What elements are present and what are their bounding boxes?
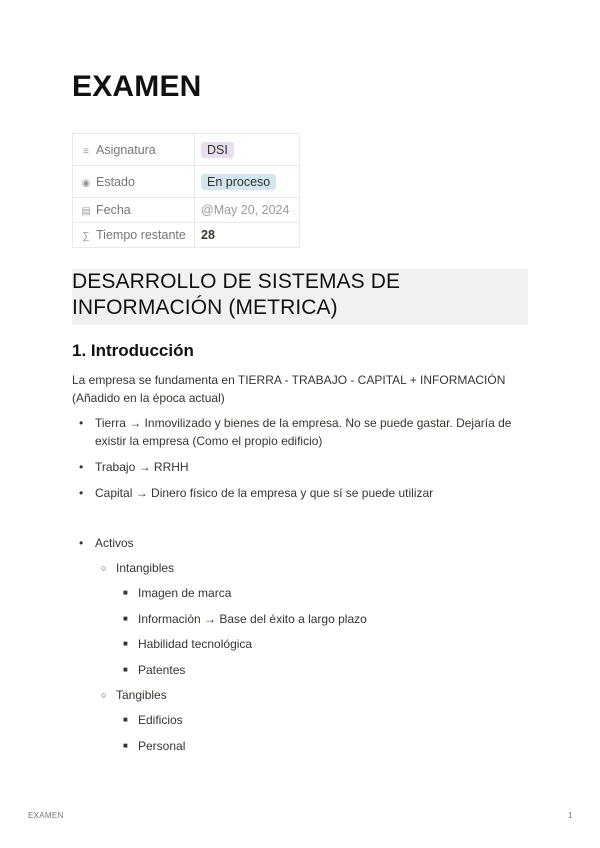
property-name: Estado — [96, 174, 135, 189]
list-item: Información → Base del éxito a largo plazo — [138, 612, 367, 626]
list-item: Imagen de marca — [138, 586, 232, 600]
list-item: Personal — [138, 739, 186, 753]
bullet-circle: ○ — [101, 563, 107, 573]
list-item: Capital → Dinero físico de la empresa y que sí se puede utilizar — [95, 486, 434, 500]
property-name: Fecha — [96, 203, 131, 217]
list-item-tangibles: Tangibles — [116, 688, 167, 702]
section-heading-line: DESARROLLO DE SISTEMAS DE — [72, 270, 401, 293]
list-icon: ≡ — [83, 145, 89, 157]
list-item-activos: Activos — [95, 536, 134, 550]
list-item: Patentes — [138, 663, 186, 677]
page-number: 1 — [568, 811, 573, 820]
bullet-dot: • — [79, 460, 84, 474]
sigma-icon: ∑ — [82, 231, 90, 242]
calendar-icon: ▤ — [81, 206, 91, 217]
section-heading-block — [72, 269, 528, 325]
bullet-square: ■ — [123, 741, 128, 750]
list-item: Tierra → Inmovilizado y bienes de la empresa. No se puede gastar. Dejaría de existir la empresa (Como el propio edificio) — [95, 416, 512, 448]
bullet-square: ■ — [123, 639, 128, 648]
property-row-estado — [73, 166, 300, 198]
property-row-fecha — [73, 198, 300, 223]
section-heading — [72, 269, 528, 321]
section-heading-line: INFORMACIÓN (METRICA) — [72, 296, 338, 319]
page-title: EXAMEN — [72, 70, 202, 103]
property-row-tiempo-restante — [73, 223, 300, 248]
remaining-time-value: 28 — [201, 228, 215, 242]
list-item: Habilidad tecnológica — [138, 637, 253, 651]
properties-table — [72, 133, 300, 248]
status-badge[interactable]: En proceso — [201, 174, 276, 190]
property-row-asignatura — [73, 134, 300, 166]
date-value[interactable]: @May 20, 2024 — [201, 203, 290, 217]
list-item: Trabajo → RRHH — [95, 460, 189, 474]
property-name: Tiempo restante — [96, 228, 186, 242]
bullet-square: ■ — [123, 715, 128, 724]
footer-title: EXAMEN — [28, 811, 64, 820]
bullet-square: ■ — [123, 588, 128, 597]
bullet-dot: • — [79, 486, 84, 500]
intro-heading: 1. Introducción — [72, 341, 194, 360]
bullet-square: ■ — [123, 614, 128, 623]
list-item-intangibles: Intangibles — [116, 561, 175, 575]
subject-tag[interactable]: DSI — [201, 142, 234, 158]
property-name: Asignatura — [96, 142, 156, 157]
intro-paragraph: La empresa se fundamenta en TIERRA - TRABAJO - CAPITAL + INFORMACIÓN (Añadido en la época actual) — [72, 373, 506, 405]
bullet-square: ■ — [123, 665, 128, 674]
bullet-dot: • — [79, 536, 84, 550]
bullet-dot: • — [79, 416, 84, 430]
list-item: Edificios — [138, 713, 183, 727]
bullet-circle: ○ — [101, 690, 107, 700]
status-icon: ◉ — [81, 177, 91, 189]
